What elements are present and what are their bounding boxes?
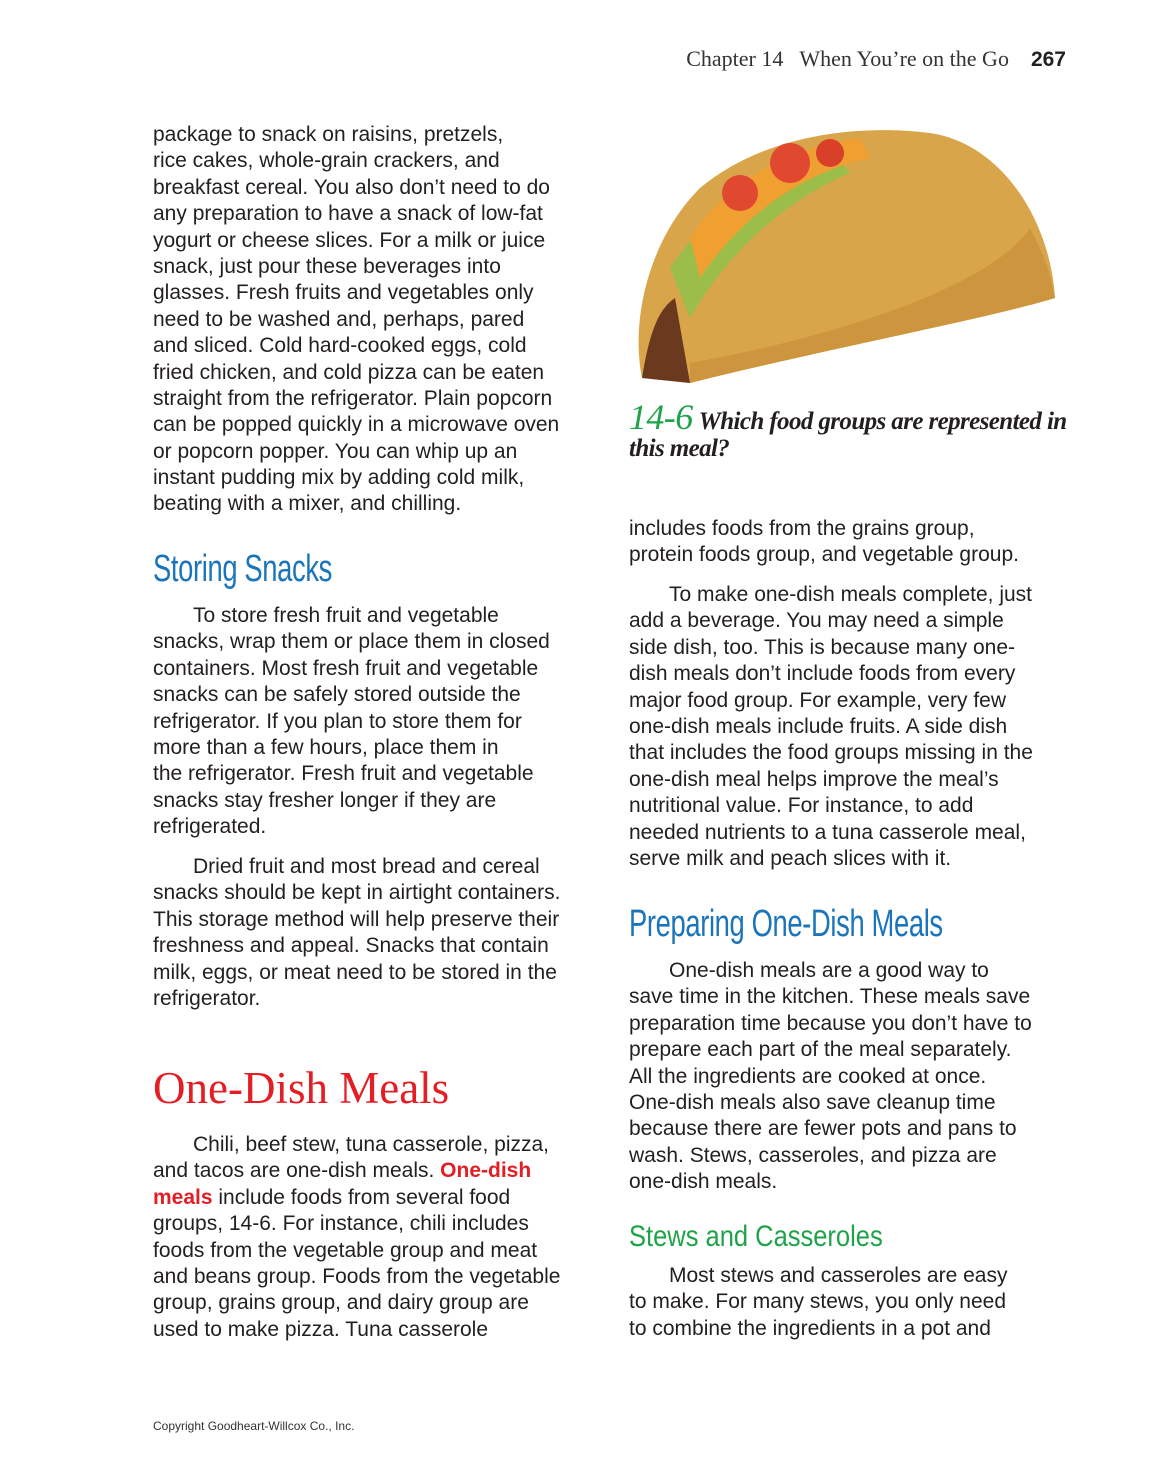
text-line: and sliced. Cold hard-cooked eggs, cold [153,334,527,358]
text-line: includes foods from the grains group, [629,517,975,540]
text-line: more than a few hours, place them in [153,735,499,759]
text-line: milk, eggs, or meat need to be stored in the [153,960,557,984]
text-line: prepare each part of the meal separately. [629,1038,1012,1062]
subsection-heading: Stews and Casseroles [629,1220,883,1253]
text-line: containers. Most fresh fruit and vegetable [153,656,539,680]
text-line: breakfast cereal. You also don’t need to do [153,175,550,199]
text-line: side dish, too. This is because many one- [629,635,1015,659]
paragraph [153,603,603,841]
figure-caption [629,397,1069,462]
text-line: foods from the vegetable group and meat [153,1238,538,1262]
text-line: rice cakes, whole-grain crackers, and [153,149,500,173]
text-line: protein foods group, and vegetable group. [629,543,1019,567]
paragraph [629,1263,1079,1342]
text-line: Dried fruit and most bread and cereal [193,855,540,878]
running-header [686,46,1066,72]
text-line: nutritional value. For instance, to add [629,794,974,818]
text-line: the refrigerator. Fresh fruit and vegetable [153,762,534,786]
text-line: major food group. For example, very few [629,688,1006,712]
text-line: one-dish meal helps improve the meal’s [629,767,999,791]
text-line: can be popped quickly in a microwave oven [153,413,560,437]
text-line: used to make pizza. Tuna casserole [153,1317,489,1341]
paragraph [629,516,1079,569]
text-line: Chili, beef stew, tuna casserole, pizza, [193,1133,550,1156]
text-line: straight from the refrigerator. Plain popcorn [153,386,553,410]
text-line: that includes the food groups missing in the [629,741,1033,765]
text-line: yogurt or cheese slices. For a milk or juice [153,228,546,252]
copyright: Copyright Goodheart-Willcox Co., Inc. [153,1419,355,1433]
text-segment: include foods from several food [212,1185,511,1209]
paragraph [629,958,1079,1196]
paragraph-rest [153,1211,603,1343]
paragraph [153,122,603,518]
text-line: to combine the ingredients in a pot and [629,1316,991,1340]
text-line: freshness and appeal. Snacks that contain [153,934,549,958]
text-line: save time in the kitchen. These meals save [629,985,1031,1009]
text-line: To make one-dish meals complete, just [669,583,1032,606]
text-line: preparation time because you don’t have to [629,1011,1032,1035]
section-heading: Storing Snacks [153,548,332,590]
text-line: refrigerator. [153,986,261,1010]
text-line: snack, just pour these beverages into [153,254,501,278]
paragraph [629,582,1079,872]
page-number: 267 [1030,48,1066,71]
key-term: One-dish [440,1159,532,1183]
section-heading: Preparing One-Dish Meals [629,903,943,945]
text-line: one-dish meals. [629,1170,778,1194]
text-line: group, grains group, and dairy group are [153,1291,529,1315]
text-line: glasses. Fresh fruits and vegetables only [153,281,534,305]
text-line: or popcorn popper. You can whip up an [153,439,518,463]
text-line: needed nutrients to a tuna casserole meal, [629,820,1026,844]
key-term: meals [153,1185,213,1209]
chapter-number: Chapter 14 [686,46,784,71]
text-line: any preparation to have a snack of low-fat [153,202,543,226]
text-line: One-dish meals are a good way to [669,959,989,982]
text-line: refrigerated. [153,815,267,839]
chapter-section-heading: One-Dish Meals [153,1063,450,1113]
text-line: To store fresh fruit and vegetable [193,604,499,627]
text-line: Most stews and casseroles are easy [669,1264,1008,1287]
text-line: snacks stay fresher longer if they are [153,788,497,812]
text-line: one-dish meals include fruits. A side dish [629,714,1008,738]
text-line: dish meals don’t include foods from every [629,662,1016,686]
text-line: groups, 14-6. For instance, chili includes [153,1212,529,1236]
text-line: snacks can be safely stored outside the [153,683,521,707]
text-segment: and tacos are one-dish meals. [153,1159,441,1183]
paragraph [153,854,603,1012]
text-line: add a beverage. You may need a simple [629,609,1004,633]
text-line: wash. Stews, casseroles, and pizza are [629,1143,997,1167]
text-line: and beans group. Foods from the vegetable [153,1264,561,1288]
text-line: to make. For many stews, you only need [629,1290,1007,1314]
text-line: One-dish meals also save cleanup time [629,1090,996,1114]
taco-photo [630,118,1062,393]
chapter-title: When You’re on the Go [799,46,1009,71]
text-line: All the ingredients are cooked at once. [629,1064,987,1088]
text-line: need to be washed and, perhaps, pared [153,307,525,331]
text-line: fried chicken, and cold pizza can be eaten [153,360,545,384]
text-line: serve milk and peach slices with it. [629,846,952,870]
paragraph [153,1132,603,1343]
caption-text: this meal? [629,435,730,462]
text-line: snacks, wrap them or place them in closed [153,630,550,654]
text-line: package to snack on raisins, pretzels, [153,123,504,146]
text-line: because there are fewer pots and pans to [629,1117,1017,1141]
text-line: beating with a mixer, and chilling. [153,492,462,516]
text-line: instant pudding mix by adding cold milk, [153,466,525,490]
figure-number: 14-6 [629,397,693,437]
caption-text: Which food groups are represented in [698,408,1067,435]
text-line: refrigerator. If you plan to store them for [153,709,522,733]
text-line: This storage method will help preserve their [153,907,560,931]
text-line: snacks should be kept in airtight containers. [153,881,561,905]
